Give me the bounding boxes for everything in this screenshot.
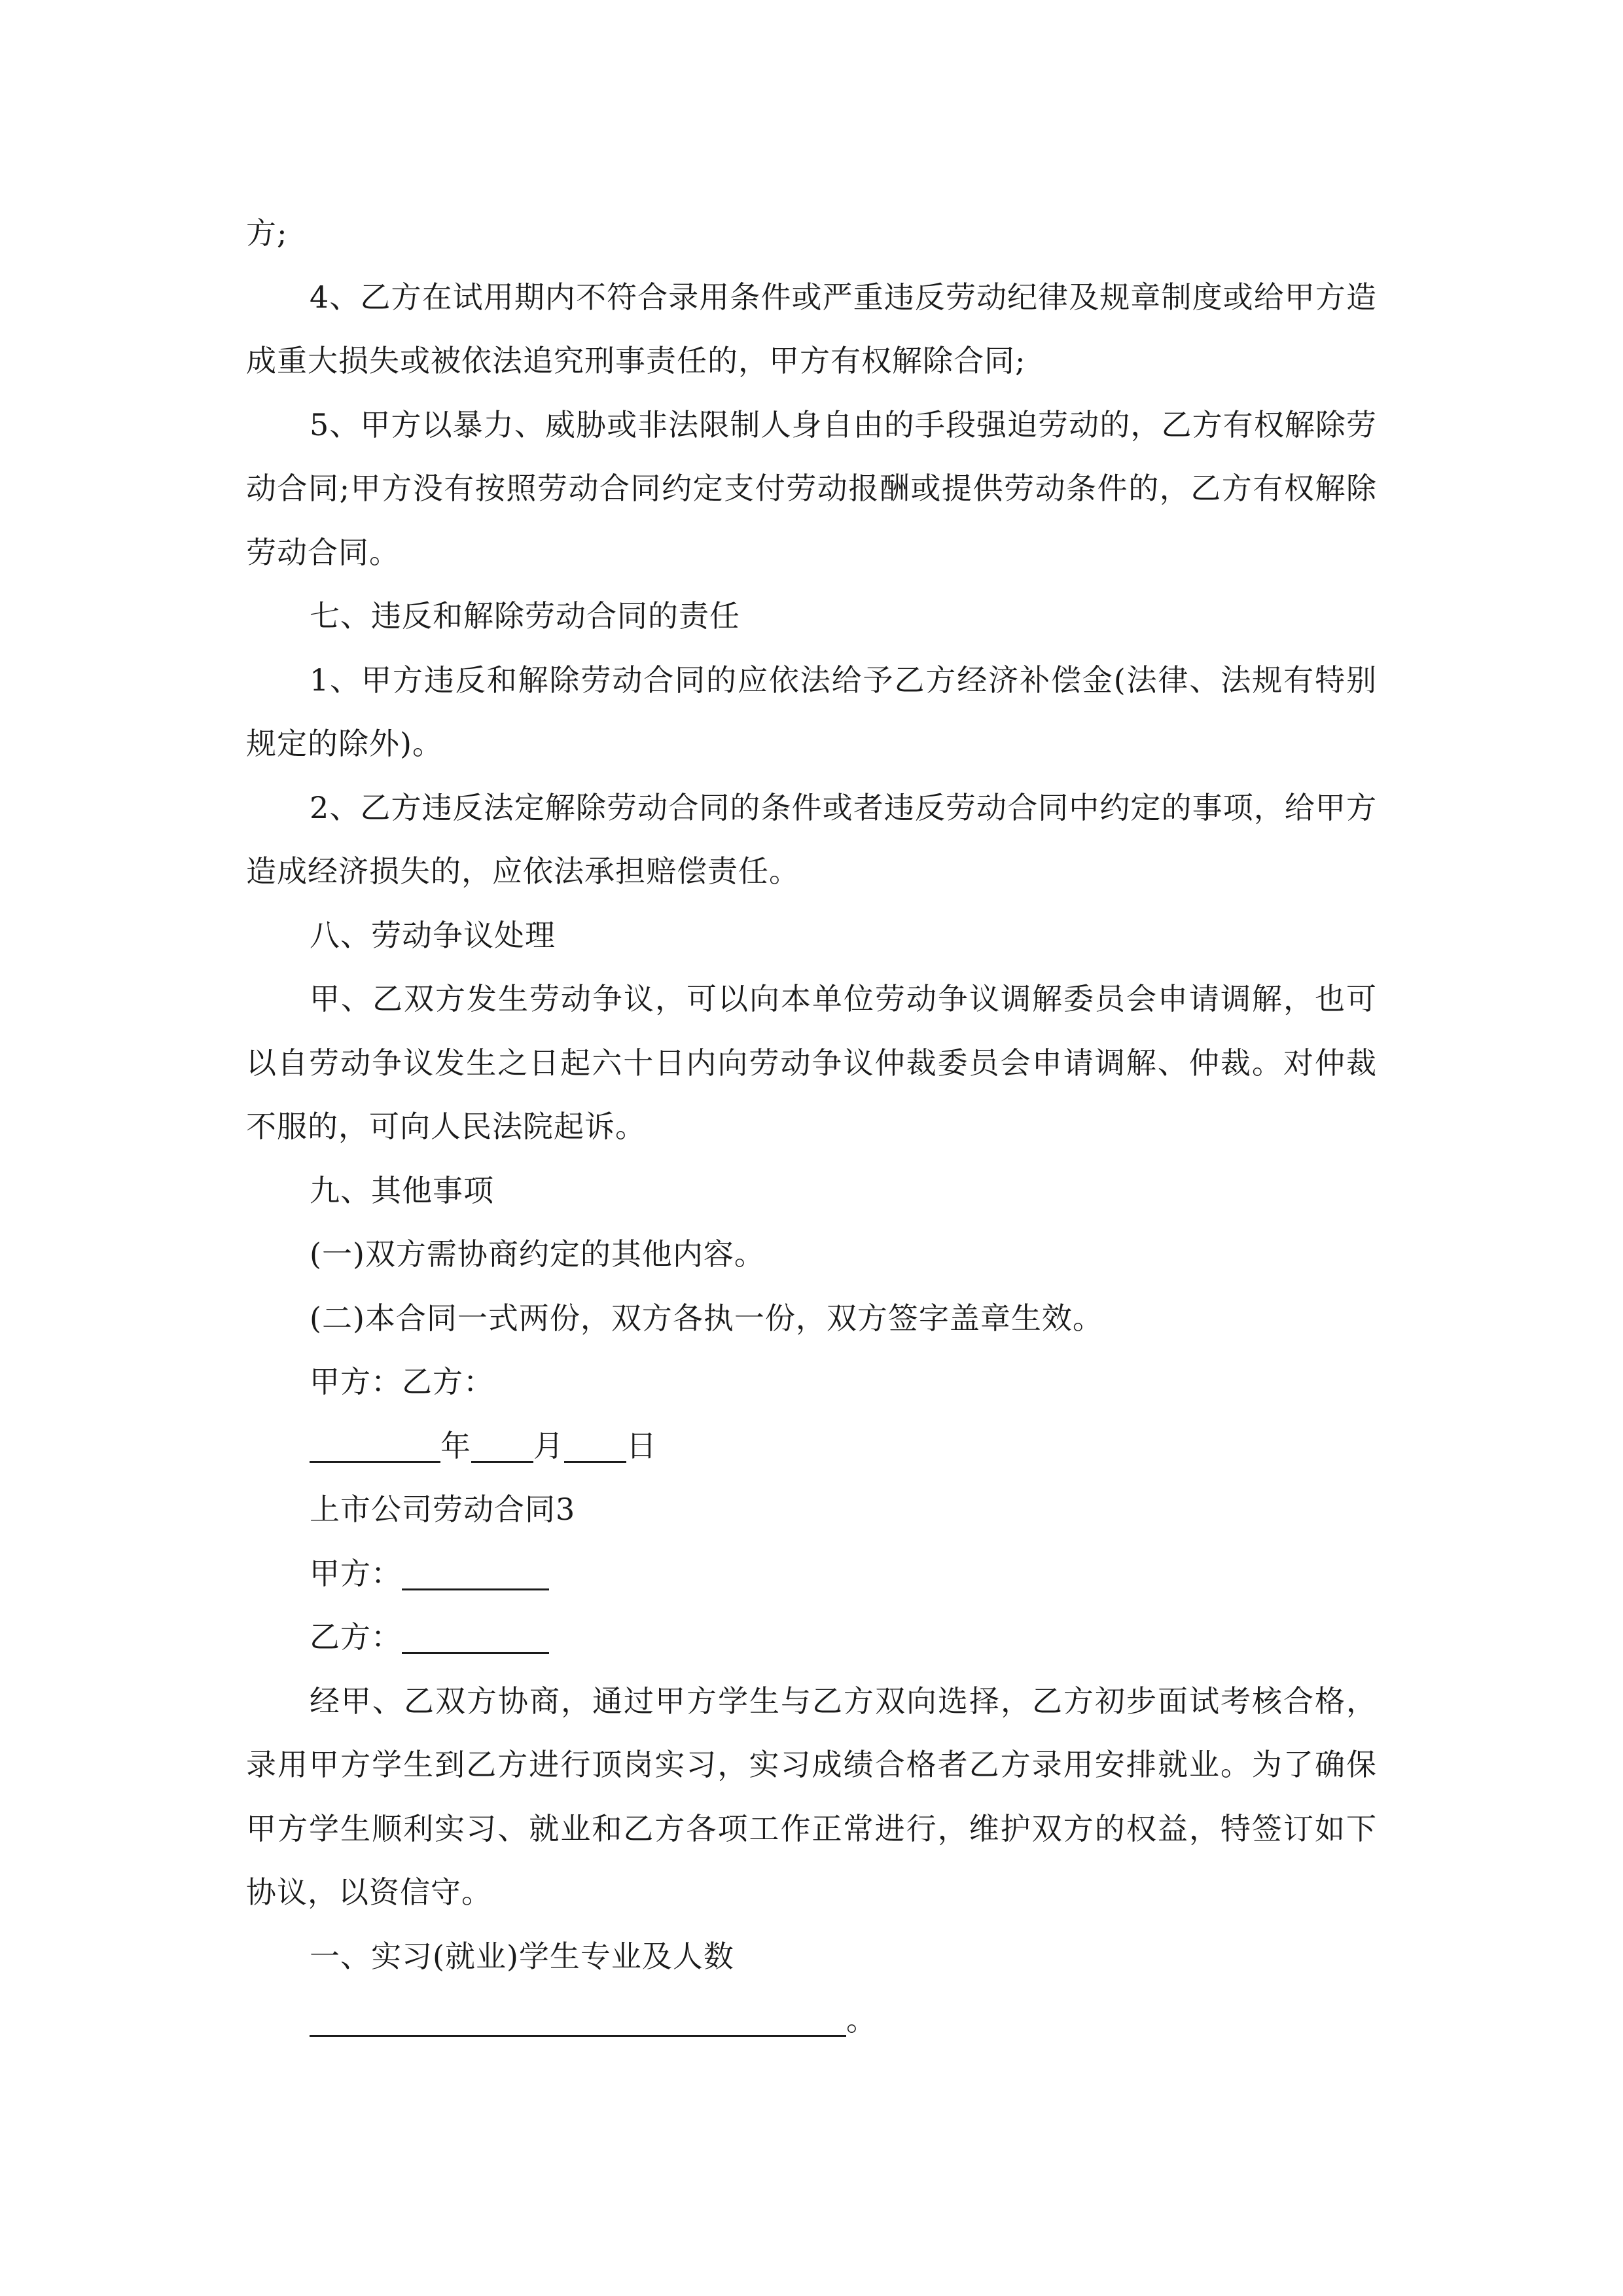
paragraph: 4、乙方在试用期内不符合录用条件或严重违反劳动纪律及规章制度或给甲方造成重大损失或被依法追究刑事责任的，甲方有权解除合同; <box>246 279 1377 378</box>
paragraph: 甲、乙双方发生劳动争议，可以向本单位劳动争议调解委员会申请调解，也可以自劳动争议发生之日起六十日内向劳动争议仲裁委员会申请调解、仲裁。对仲裁不服的，可向人民法院起诉。 <box>246 981 1377 1144</box>
contract-title: 上市公司劳动合同3 <box>310 1492 576 1527</box>
party-b-blank[interactable] <box>402 1611 549 1654</box>
paragraph: 方; <box>246 215 288 251</box>
major-count-blank[interactable] <box>310 1994 846 2037</box>
paragraph: 1、甲方违反和解除劳动合同的应依法给予乙方经济补偿金(法律、法规有特别规定的除外)。 <box>246 662 1377 761</box>
section-heading: 九、其他事项 <box>310 1172 494 1208</box>
signature-parties: 甲方：乙方： <box>310 1364 494 1399</box>
day-label: 日 <box>626 1427 657 1463</box>
day-blank[interactable] <box>564 1420 626 1463</box>
paragraph: 5、甲方以暴力、威胁或非法限制人身自由的手段强迫劳动的，乙方有权解除劳动合同;甲方没有按照劳动合同约定支付劳动报酬或提供劳动条件的，乙方有权解除劳动合同。 <box>246 406 1377 570</box>
major-count-line <box>246 1988 1377 2053</box>
document-body <box>246 202 1377 2053</box>
party-a-label: 甲方： <box>310 1555 402 1591</box>
paragraph: 2、乙方违反法定解除劳动合同的条件或者违反劳动合同中约定的事项，给甲方造成经济损失的，应依法承担赔偿责任。 <box>246 789 1377 889</box>
month-label: 月 <box>533 1427 564 1463</box>
paragraph: (一)双方需协商约定的其他内容。 <box>310 1236 765 1272</box>
section-heading: 八、劳动争议处理 <box>310 917 556 953</box>
year-blank[interactable] <box>310 1420 440 1463</box>
section-heading: 一、实习(就业)学生专业及人数 <box>310 1938 734 1974</box>
date-line <box>246 1414 1377 1479</box>
party-b-label: 乙方： <box>310 1619 402 1655</box>
paragraph: (二)本合同一式两份，双方各执一份，双方签字盖章生效。 <box>310 1300 1103 1336</box>
section-heading: 七、违反和解除劳动合同的责任 <box>310 598 740 634</box>
party-a-blank[interactable] <box>402 1548 549 1590</box>
paragraph: 经甲、乙双方协商，通过甲方学生与乙方双向选择，乙方初步面试考核合格，录用甲方学生到乙方进行顶岗实习，实习成绩合格者乙方录用安排就业。为了确保甲方学生顺利实习、就业和乙方各项工作正常进行，维护双方的权益，特签订如下协议，以资信守。 <box>246 1683 1377 1910</box>
party-b-line <box>246 1605 1377 1670</box>
year-label: 年 <box>440 1427 471 1463</box>
month-blank[interactable] <box>471 1420 533 1463</box>
party-a-line <box>246 1542 1377 1606</box>
period-mark: 。 <box>846 2002 877 2037</box>
